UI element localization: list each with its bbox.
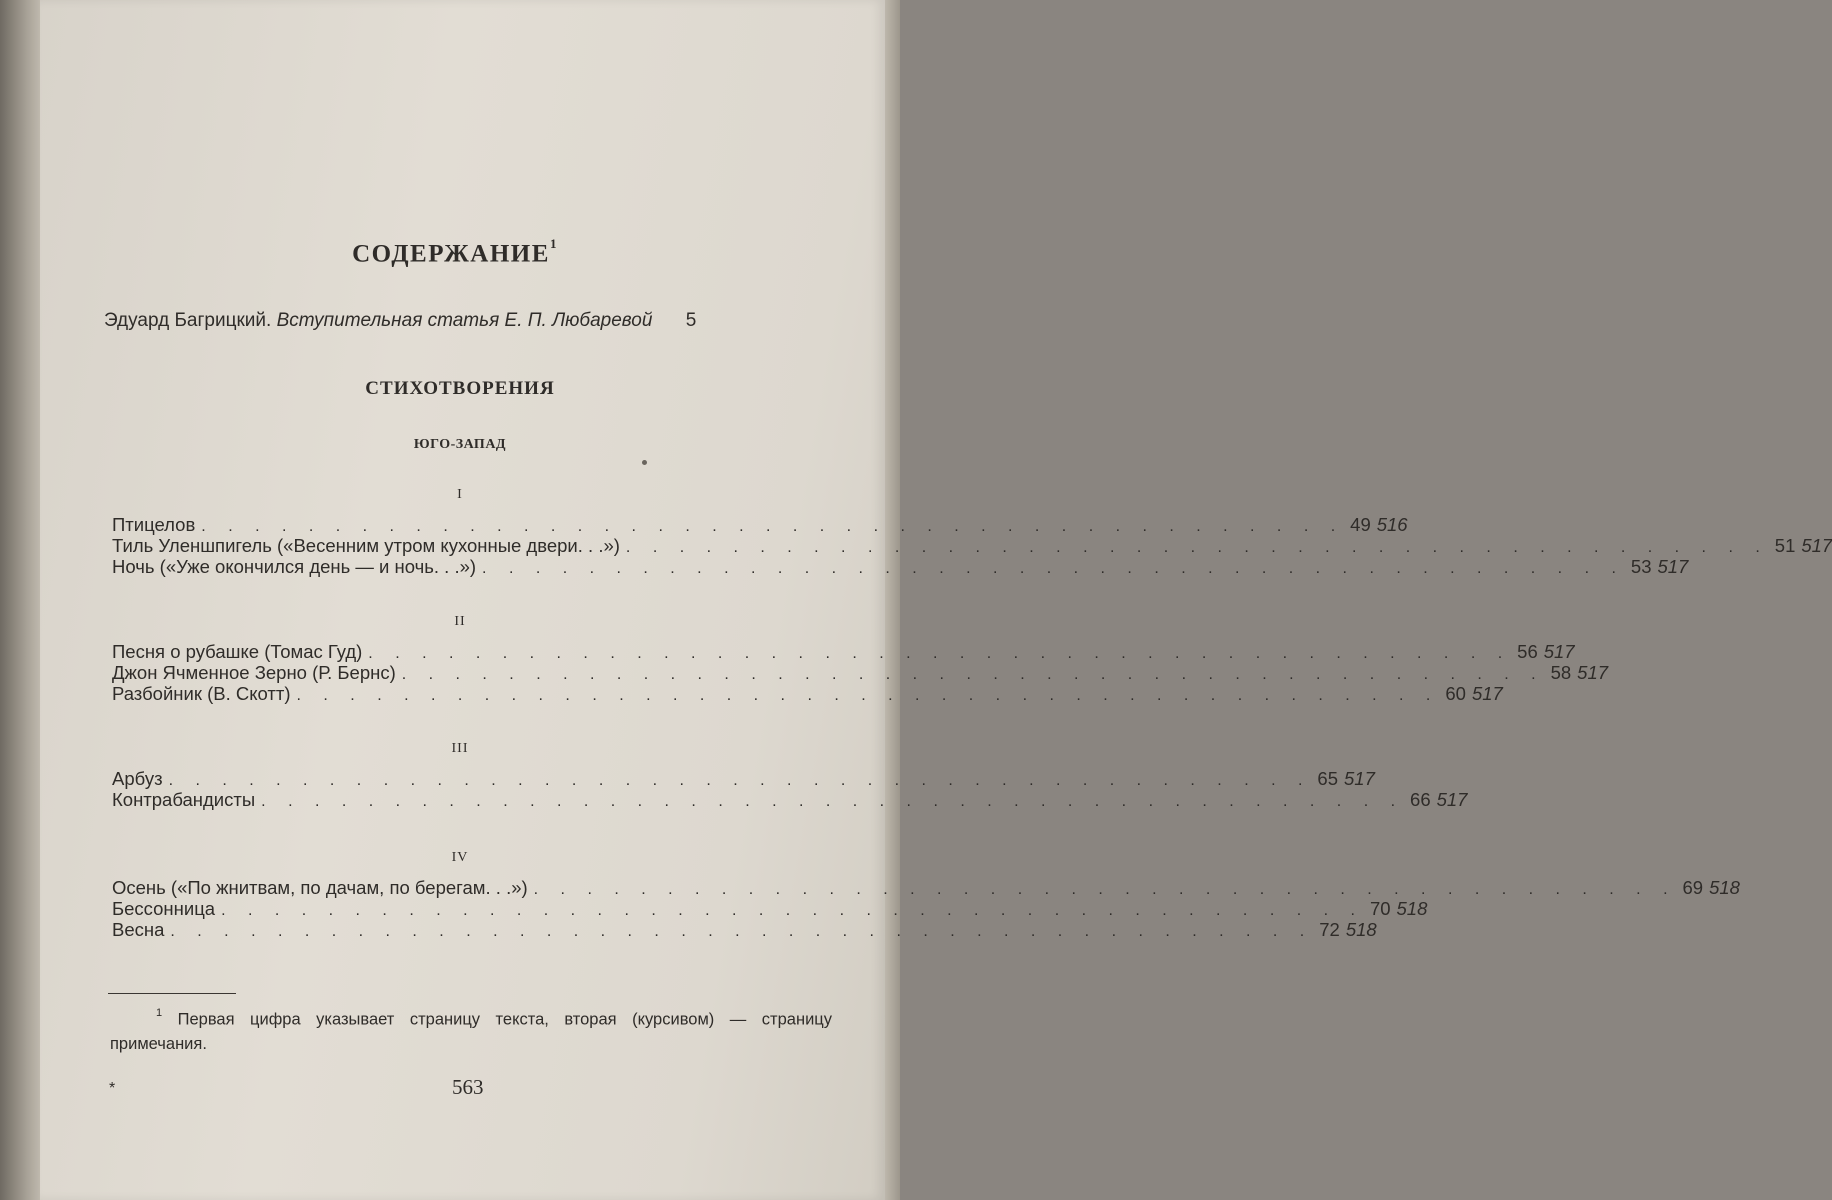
footnote-divider xyxy=(108,993,236,994)
entry-note-page: 517 xyxy=(1543,641,1575,662)
intro-page-number: 5 xyxy=(685,310,697,331)
entry-title: Тиль Уленшпигель («Весенним утром кухонные двери. . .») xyxy=(112,535,620,556)
entry-note-page: 517 xyxy=(1657,556,1689,577)
toc-entry xyxy=(112,641,1575,662)
toc-entry xyxy=(112,919,1377,940)
leader-dots: . . . . . . . . . . . . . . . . . . . . . . . . . . . . . . . . . . . . . . . . . . . xyxy=(401,666,1545,683)
intro-article-title: Вступительная статья Е. П. Любаревой xyxy=(276,310,653,331)
contents-heading xyxy=(0,236,910,268)
entry-page: 70 xyxy=(1369,898,1391,919)
group-numeral: I xyxy=(457,487,463,502)
entry-page: 72 xyxy=(1319,919,1340,940)
entry-title: Птицелов xyxy=(112,514,196,535)
entry-title: Осень («По жнитвам, по дачам, по берегам. . .») xyxy=(112,877,528,898)
toc-entry xyxy=(112,662,1609,683)
entry-note-page: 516 xyxy=(1376,514,1408,535)
toc-entry xyxy=(112,768,1375,789)
paper-speck xyxy=(642,460,647,465)
contents-footnote-ref: 1 xyxy=(549,236,558,251)
entry-note-page: 517 xyxy=(1471,683,1503,704)
leader-dots: . . . . . . . . . . . . . . . . . . . . . . . . . . . . . . . . . . . . . . . . . . . xyxy=(221,902,1364,919)
entry-page: 66 xyxy=(1410,789,1431,810)
entry-note-page: 517 xyxy=(1436,789,1468,810)
toc-entry xyxy=(112,789,1468,810)
toc-group xyxy=(112,768,1468,810)
leader-dots: . . . . . . . . . . . . . . . . . . . . . . . . . . . . . . . . . . . . . . . . . . . xyxy=(533,881,1677,898)
page-stack-edge xyxy=(885,0,900,1200)
toc-group xyxy=(112,514,1832,577)
toc-entry xyxy=(112,556,1689,577)
entry-page: 56 xyxy=(1517,641,1538,662)
entry-page: 51 xyxy=(1774,535,1796,556)
page-number: 563 xyxy=(452,1075,484,1099)
footnote-text: Первая цифра указывает страницу текста, вторая (курсивом) — страницу примечания. xyxy=(110,1010,832,1053)
entry-title: Разбойник (В. Скотт) xyxy=(112,683,291,704)
entry-note-page: 518 xyxy=(1709,877,1740,898)
entry-title: Бессонница xyxy=(112,898,216,919)
entry-title: Ночь («Уже окончился день — и ночь. . .») xyxy=(112,556,477,577)
entry-note-page: 518 xyxy=(1396,898,1428,919)
entry-title: Джон Ячменное Зерно (Р. Бернс) xyxy=(112,662,396,683)
entry-page: 65 xyxy=(1317,768,1338,789)
leader-dots: . . . . . . . . . . . . . . . . . . . . . . . . . . . . . . . . . . . . . . . . . . . xyxy=(201,518,1345,535)
entry-title: Контрабандисты xyxy=(112,789,256,810)
entry-page: 69 xyxy=(1682,877,1704,898)
group-numeral: IV xyxy=(451,850,469,865)
contents-heading-text: СОДЕРЖАНИЕ xyxy=(352,240,550,268)
leader-dots: . . . . . . . . . . . . . . . . . . . . . . . . . . . . . . . . . . . . . . . . . . . xyxy=(625,539,1769,556)
toc-entry xyxy=(112,514,1408,535)
entry-title: Арбуз xyxy=(112,768,163,789)
entry-title: Весна xyxy=(112,919,165,940)
subsection-heading: ЮГО-ЗАПАД xyxy=(413,437,507,452)
group-numeral: II xyxy=(454,614,466,629)
entry-page: 53 xyxy=(1630,556,1652,577)
entry-page: 60 xyxy=(1445,683,1466,704)
intro-author: Эдуард Багрицкий. xyxy=(104,310,272,331)
group-numeral: III xyxy=(451,741,469,756)
leader-dots: . . . . . . . . . . . . . . . . . . . . . . . . . . . . . . . . . . . . . . . . . . . xyxy=(296,687,1440,704)
toc-group xyxy=(112,641,1609,704)
corner-mark: * xyxy=(109,1080,116,1097)
intro-article-entry xyxy=(104,310,696,332)
leader-dots: . . . . . . . . . . . . . . . . . . . . . . . . . . . . . . . . . . . . . . . . . . . xyxy=(170,923,1314,940)
entry-note-page: 517 xyxy=(1801,535,1832,556)
section-heading: СТИХОТВОРЕНИЯ xyxy=(365,378,555,399)
footnote-marker: 1 xyxy=(156,1007,163,1019)
leader-dots: . . . . . . . . . . . . . . . . . . . . . . . . . . . . . . . . . . . . . . . . . . . xyxy=(261,793,1405,810)
leader-dots: . . . . . . . . . . . . . . . . . . . . . . . . . . . . . . . . . . . . . . . . . . . xyxy=(168,772,1312,789)
leader-dots: . . . . . . . . . . . . . . . . . . . . . . . . . . . . . . . . . . . . . . . . . . . xyxy=(482,560,1625,577)
entry-note-page: 518 xyxy=(1345,919,1377,940)
toc-group xyxy=(112,877,1740,940)
entry-page: 49 xyxy=(1350,514,1371,535)
toc-entry xyxy=(112,877,1740,898)
toc-entry xyxy=(112,683,1503,704)
entry-note-page: 517 xyxy=(1344,768,1375,789)
toc-entry xyxy=(112,898,1428,919)
entry-title: Песня о рубашке (Томас Гуд) xyxy=(112,641,363,662)
footnote xyxy=(110,1003,832,1056)
entry-page: 58 xyxy=(1550,662,1572,683)
leader-dots: . . . . . . . . . . . . . . . . . . . . . . . . . . . . . . . . . . . . . . . . . . . xyxy=(368,645,1512,662)
entry-note-page: 517 xyxy=(1577,662,1609,683)
toc-entry xyxy=(112,535,1832,556)
